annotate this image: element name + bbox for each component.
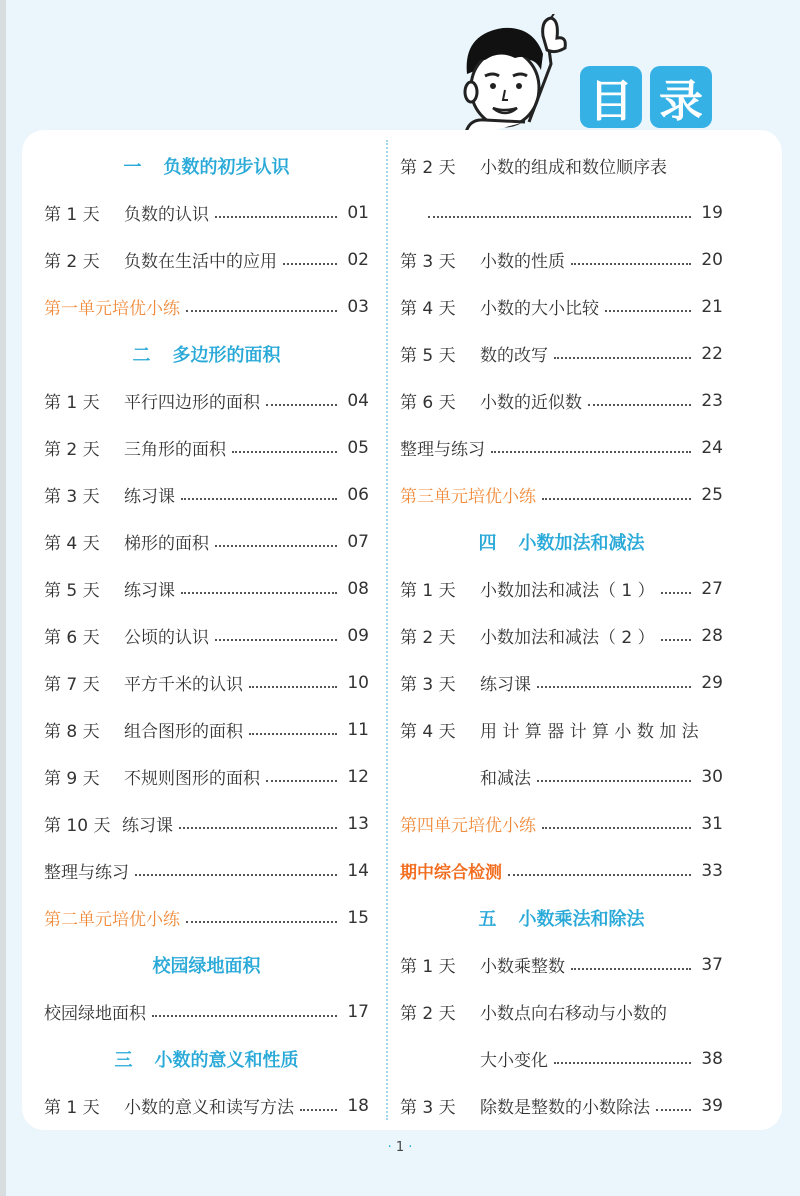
dot-leader [508, 874, 691, 876]
toc-entry[interactable] [44, 471, 369, 518]
dot-leader [300, 1109, 337, 1111]
entry-title: 平方千米的认识 [124, 675, 243, 695]
entry-title: 小数的组成和数位顺序表 [480, 158, 667, 178]
entry-day: 第 2 天 [44, 440, 100, 460]
dot-leader [554, 357, 691, 359]
toc-title [580, 66, 712, 128]
toc-entry[interactable] [400, 753, 723, 800]
entry-page-number: 19 [701, 202, 723, 223]
toc-entry[interactable] [44, 706, 369, 753]
section-title: 小数加法和减法 [518, 532, 645, 554]
entry-page-number: 37 [701, 954, 723, 975]
entry-title: 组合图形的面积 [124, 722, 243, 742]
entry-day: 第 3 天 [400, 675, 456, 695]
toc-entry[interactable] [44, 236, 369, 283]
dot-leader [179, 827, 337, 829]
toc-entry[interactable] [44, 847, 369, 894]
dot-leader [186, 921, 337, 923]
dot-leader [542, 827, 691, 829]
entry-page-number: 03 [347, 296, 369, 317]
entry-day: 第 1 天 [44, 393, 100, 413]
section-heading [44, 330, 369, 377]
entry-page-number: 02 [347, 249, 369, 270]
entry-day: 第 3 天 [400, 1098, 456, 1118]
toc-entry[interactable] [400, 377, 723, 424]
section-number: 五 [478, 908, 497, 930]
entry-day: 第 1 天 [400, 957, 456, 977]
toc-entry[interactable] [400, 330, 723, 377]
entry-title: 梯形的面积 [124, 534, 209, 554]
entry-page-number: 27 [701, 578, 723, 599]
section-heading [44, 142, 369, 189]
dot-leader [266, 780, 337, 782]
toc-entry[interactable] [400, 706, 723, 753]
entry-page-number: 24 [701, 437, 723, 458]
entry-title: 练习课 [124, 487, 175, 507]
entry-page-number: 29 [701, 672, 723, 693]
dot-leader [249, 686, 337, 688]
section-heading [44, 941, 369, 988]
dot-leader [215, 216, 337, 218]
entry-title: 平行四边形的面积 [124, 393, 260, 413]
dot-leader [181, 592, 337, 594]
toc-entry[interactable] [44, 612, 369, 659]
entry-page-number: 38 [701, 1048, 723, 1069]
entry-title: 第二单元培优小练 [44, 910, 180, 930]
entry-page-number: 39 [701, 1095, 723, 1116]
section-number: 三 [114, 1049, 133, 1071]
dot-leader [542, 498, 691, 500]
entry-page-number: 28 [701, 625, 723, 646]
entry-page-number: 05 [347, 437, 369, 458]
toc-entry[interactable] [400, 236, 723, 283]
entry-page-number: 12 [347, 766, 369, 787]
section-title: 小数乘法和除法 [518, 908, 645, 930]
entry-day: 第 2 天 [44, 252, 100, 272]
entry-title: 整理与练习 [44, 863, 129, 883]
entry-title: 练习课 [124, 581, 175, 601]
entry-page-number: 14 [347, 860, 369, 881]
entry-title: 三角形的面积 [124, 440, 226, 460]
page-edge [0, 0, 6, 1196]
entry-day: 第 1 天 [44, 205, 100, 225]
entry-title: 练习课 [480, 675, 531, 695]
entry-page-number: 21 [701, 296, 723, 317]
entry-title: 负数在生活中的应用 [124, 252, 277, 272]
entry-title: 数的改写 [480, 346, 548, 366]
entry-title: 负数的认识 [124, 205, 209, 225]
entry-title: 除数是整数的小数除法 [480, 1098, 650, 1118]
entry-page-number: 01 [347, 202, 369, 223]
section-number: 一 [123, 156, 142, 178]
entry-page-number: 18 [347, 1095, 369, 1116]
entry-day: 第 6 天 [400, 393, 456, 413]
entry-title: 用 计 算 器 计 算 小 数 加 法 [480, 722, 699, 742]
entry-title: 整理与练习 [400, 440, 485, 460]
section-number: 四 [478, 532, 497, 554]
section-title: 多边形的面积 [172, 344, 281, 366]
entry-title: 练习课 [122, 816, 173, 836]
title-char-lu: 录 [650, 66, 712, 128]
section-heading [400, 894, 723, 941]
toc-entry[interactable] [44, 424, 369, 471]
dot-leader [554, 1062, 691, 1064]
column-divider [386, 140, 388, 1120]
entry-page-number: 10 [347, 672, 369, 693]
dot-leader [215, 545, 337, 547]
dot-leader [186, 310, 337, 312]
entry-page-number: 15 [347, 907, 369, 928]
entry-day: 第 2 天 [400, 158, 456, 178]
toc-entry[interactable] [44, 189, 369, 236]
dot-leader [491, 451, 691, 453]
dot-leader [283, 263, 337, 265]
entry-day: 第 8 天 [44, 722, 100, 742]
entry-page-number: 25 [701, 484, 723, 505]
entry-title: 小数的近似数 [480, 393, 582, 413]
section-heading [44, 1035, 369, 1082]
entry-day: 第 7 天 [44, 675, 100, 695]
entry-title: 小数乘整数 [480, 957, 565, 977]
title-char-mu: 目 [580, 66, 642, 128]
entry-page-number: 13 [347, 813, 369, 834]
toc-entry[interactable] [400, 800, 723, 847]
dot-leader [571, 263, 691, 265]
entry-day: 第 4 天 [400, 722, 456, 742]
toc-left-column [44, 142, 369, 1129]
entry-title: 第四单元培优小练 [400, 816, 536, 836]
entry-page-number: 17 [347, 1001, 369, 1022]
entry-page-number: 20 [701, 249, 723, 270]
entry-day: 第 10 天 [44, 816, 111, 836]
entry-page-number: 07 [347, 531, 369, 552]
toc-entry[interactable] [44, 659, 369, 706]
section-number: 二 [132, 344, 151, 366]
section-title: 负数的初步认识 [163, 156, 290, 178]
entry-day: 第 2 天 [400, 628, 456, 648]
dot-leader [215, 639, 337, 641]
entry-page-number: 09 [347, 625, 369, 646]
toc-right-column [400, 142, 723, 1129]
dot-leader [588, 404, 691, 406]
dot-leader [232, 451, 337, 453]
entry-day: 第 2 天 [400, 1004, 456, 1024]
entry-page-number: 08 [347, 578, 369, 599]
entry-day: 第 4 天 [44, 534, 100, 554]
entry-day: 第 6 天 [44, 628, 100, 648]
toc-entry[interactable] [400, 1035, 723, 1082]
entry-title: 小数加法和减法（ 2 ） [480, 628, 655, 648]
toc-entry[interactable] [44, 565, 369, 612]
toc-entry[interactable] [400, 1082, 723, 1129]
entry-day: 第 1 天 [400, 581, 456, 601]
entry-title: 小数的性质 [480, 252, 565, 272]
toc-entry[interactable] [44, 894, 369, 941]
dot-leader [266, 404, 337, 406]
toc-entry[interactable] [44, 283, 369, 330]
entry-page-number: 33 [701, 860, 723, 881]
toc-entry[interactable] [400, 659, 723, 706]
entry-page-number: 30 [701, 766, 723, 787]
dot-leader [656, 1109, 691, 1111]
boy-mascot-icon [455, 14, 585, 139]
dot-leader [661, 592, 691, 594]
entry-page-number: 23 [701, 390, 723, 411]
toc-entry[interactable] [44, 518, 369, 565]
toc-entry[interactable] [400, 189, 723, 236]
toc-entry[interactable] [44, 1082, 369, 1129]
toc-entry[interactable] [400, 565, 723, 612]
entry-page-number: 06 [347, 484, 369, 505]
page-footer: · 1 · [387, 1140, 413, 1155]
toc-entry[interactable] [400, 424, 723, 471]
entry-title: 小数点向右移动与小数的 [480, 1004, 667, 1024]
entry-day: 第 9 天 [44, 769, 100, 789]
entry-day: 第 5 天 [44, 581, 100, 601]
entry-page-number: 04 [347, 390, 369, 411]
dot-leader [661, 639, 691, 641]
toc-entry[interactable] [400, 471, 723, 518]
dot-leader [428, 216, 691, 218]
entry-title: 和减法 [480, 769, 531, 789]
dot-leader [152, 1015, 337, 1017]
dot-leader [181, 498, 337, 500]
section-title: 小数的意义和性质 [154, 1049, 299, 1071]
entry-title: 第一单元培优小练 [44, 299, 180, 319]
toc-entry[interactable] [400, 142, 723, 189]
entry-title: 校园绿地面积 [44, 1004, 146, 1024]
toc-entry[interactable] [44, 377, 369, 424]
dot-leader [537, 686, 691, 688]
entry-title: 不规则图形的面积 [124, 769, 260, 789]
entry-page-number: 11 [347, 719, 369, 740]
dot-leader [249, 733, 337, 735]
entry-title: 公顷的认识 [124, 628, 209, 648]
toc-entry[interactable] [44, 800, 369, 847]
entry-day: 第 1 天 [44, 1098, 100, 1118]
entry-title: 小数的大小比较 [480, 299, 599, 319]
page-number: 1 [395, 1140, 405, 1155]
entry-title: 第三单元培优小练 [400, 487, 536, 507]
entry-title: 大小变化 [480, 1051, 548, 1071]
toc-entry[interactable] [44, 753, 369, 800]
entry-day: 第 5 天 [400, 346, 456, 366]
entry-page-number: 31 [701, 813, 723, 834]
toc-entry[interactable] [400, 612, 723, 659]
entry-page-number: 22 [701, 343, 723, 364]
toc-entry[interactable] [44, 988, 369, 1035]
section-title: 校园绿地面积 [152, 955, 261, 977]
toc-entry[interactable] [400, 988, 723, 1035]
toc-entry[interactable] [400, 283, 723, 330]
toc-entry[interactable] [400, 941, 723, 988]
entry-day: 第 3 天 [44, 487, 100, 507]
section-heading [400, 518, 723, 565]
toc-entry[interactable] [400, 847, 723, 894]
entry-title: 期中综合检测 [400, 863, 502, 883]
entry-day: 第 3 天 [400, 252, 456, 272]
entry-day: 第 4 天 [400, 299, 456, 319]
entry-title: 小数的意义和读写方法 [124, 1098, 294, 1118]
dot-leader [135, 874, 337, 876]
dot-leader [605, 310, 691, 312]
entry-title: 小数加法和减法（ 1 ） [480, 581, 655, 601]
dot-leader [571, 968, 691, 970]
dot-leader [537, 780, 691, 782]
